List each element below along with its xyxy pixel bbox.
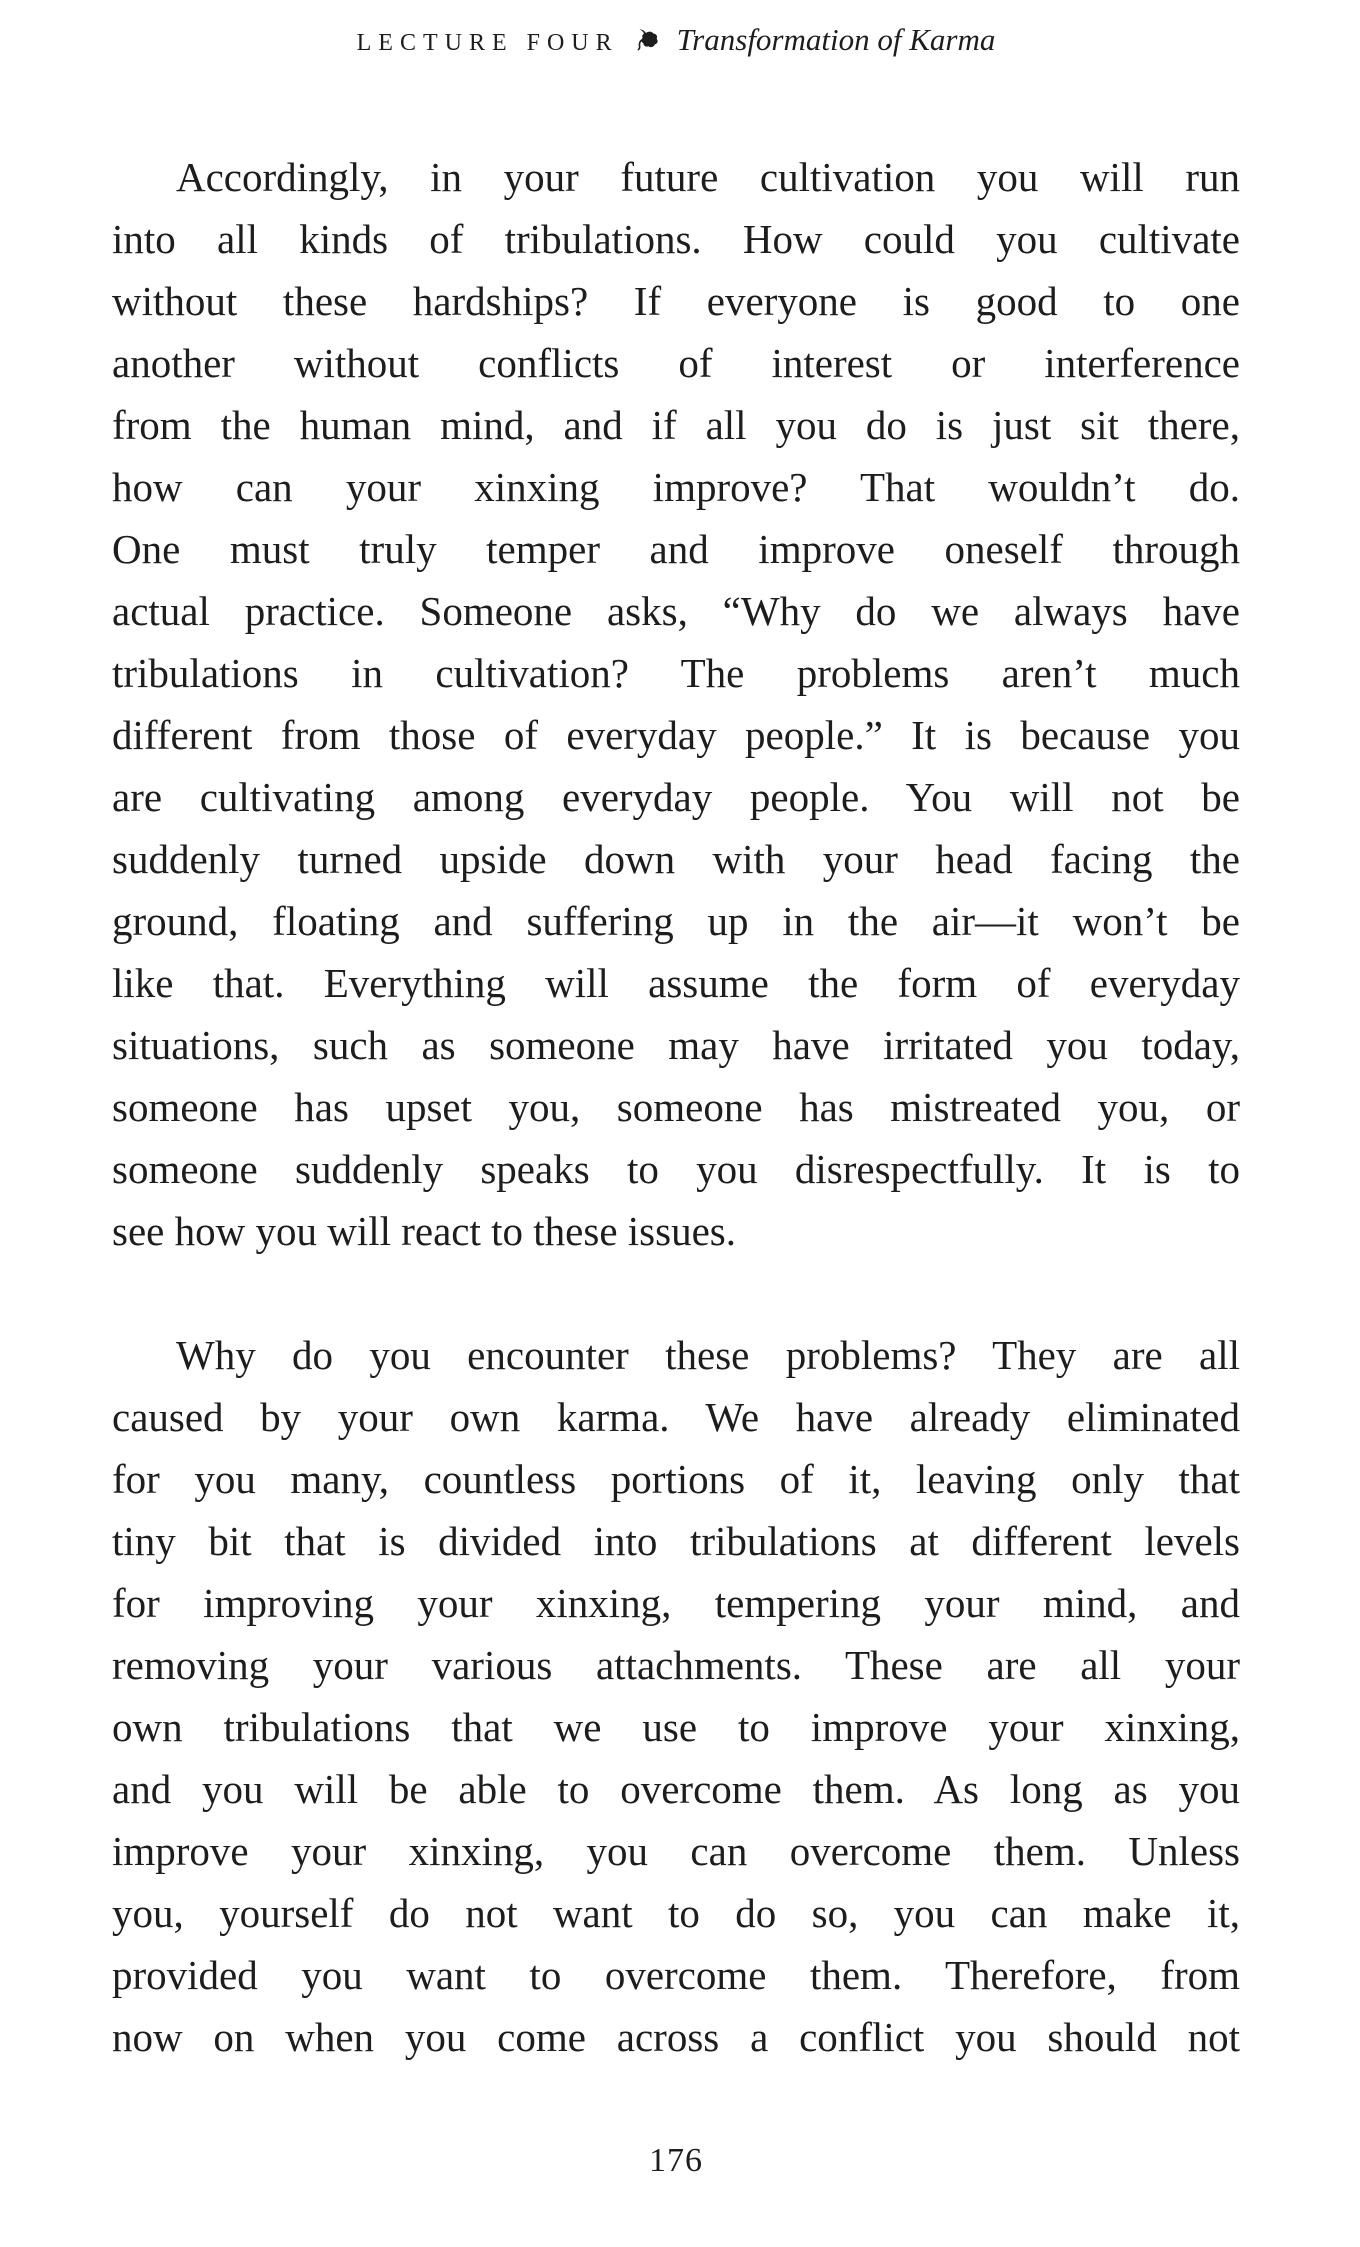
text-line: see how you will react to these issues. <box>112 1208 736 1254</box>
text-line: without these hardships? If everyone is good to one <box>112 278 1240 324</box>
text-line: someone has upset you, someone has mistreated you, or <box>112 1084 1240 1130</box>
text-line: removing your various attachments. These are all your <box>112 1642 1240 1688</box>
text-line: for you many, countless portions of it, leaving only that <box>112 1456 1240 1502</box>
page-body <box>112 146 1240 2068</box>
header-section-label: LECTURE FOUR <box>356 30 619 56</box>
text-line: you, yourself do not want to do so, you can make it, <box>112 1890 1240 1936</box>
text-line: are cultivating among everyday people. You will not be <box>112 774 1240 820</box>
text-line: One must truly temper and improve oneself through <box>112 526 1240 572</box>
text-line: for improving your xinxing, tempering your mind, and <box>112 1580 1240 1626</box>
text-line: like that. Everything will assume the form of everyday <box>112 960 1240 1006</box>
text-line: provided you want to overcome them. Therefore, from <box>112 1952 1240 1998</box>
leaf-ornament-icon <box>633 24 663 54</box>
text-line: caused by your own karma. We have already eliminated <box>112 1394 1240 1440</box>
text-line: now on when you come across a conflict you should not <box>112 2014 1240 2060</box>
text-line: situations, such as someone may have irritated you today, <box>112 1022 1240 1068</box>
text-line: suddenly turned upside down with your head facing the <box>112 836 1240 882</box>
text-line: different from those of everyday people.” It is because you <box>112 712 1240 758</box>
paragraph-2 <box>112 1324 1240 2068</box>
text-line: tiny bit that is divided into tribulations at different levels <box>112 1518 1240 1564</box>
text-line: actual practice. Someone asks, “Why do we always have <box>112 588 1240 634</box>
text-line: improve your xinxing, you can overcome them. Unless <box>112 1828 1240 1874</box>
text-line: Accordingly, in your future cultivation you will run <box>176 154 1240 200</box>
page-footer <box>112 2142 1240 2180</box>
running-header <box>112 20 1240 58</box>
text-line: tribulations in cultivation? The problems aren’t much <box>112 650 1240 696</box>
header-chapter-title: Transformation of Karma <box>676 22 996 57</box>
text-line: someone suddenly speaks to you disrespectfully. It is to <box>112 1146 1240 1192</box>
text-line: from the human mind, and if all you do is just sit there, <box>112 402 1240 448</box>
text-line: own tribulations that we use to improve your xinxing, <box>112 1704 1240 1750</box>
page-number: 176 <box>649 2142 703 2179</box>
text-line: another without conflicts of interest or interference <box>112 340 1240 386</box>
paragraph-1 <box>112 146 1240 1262</box>
text-line: Why do you encounter these problems? They are all <box>176 1332 1240 1378</box>
text-line: ground, floating and suffering up in the air—it won’t be <box>112 898 1240 944</box>
text-line: into all kinds of tribulations. How could you cultivate <box>112 216 1240 262</box>
text-line: how can your xinxing improve? That wouldn’t do. <box>112 464 1240 510</box>
text-line: and you will be able to overcome them. As long as you <box>112 1766 1240 1812</box>
